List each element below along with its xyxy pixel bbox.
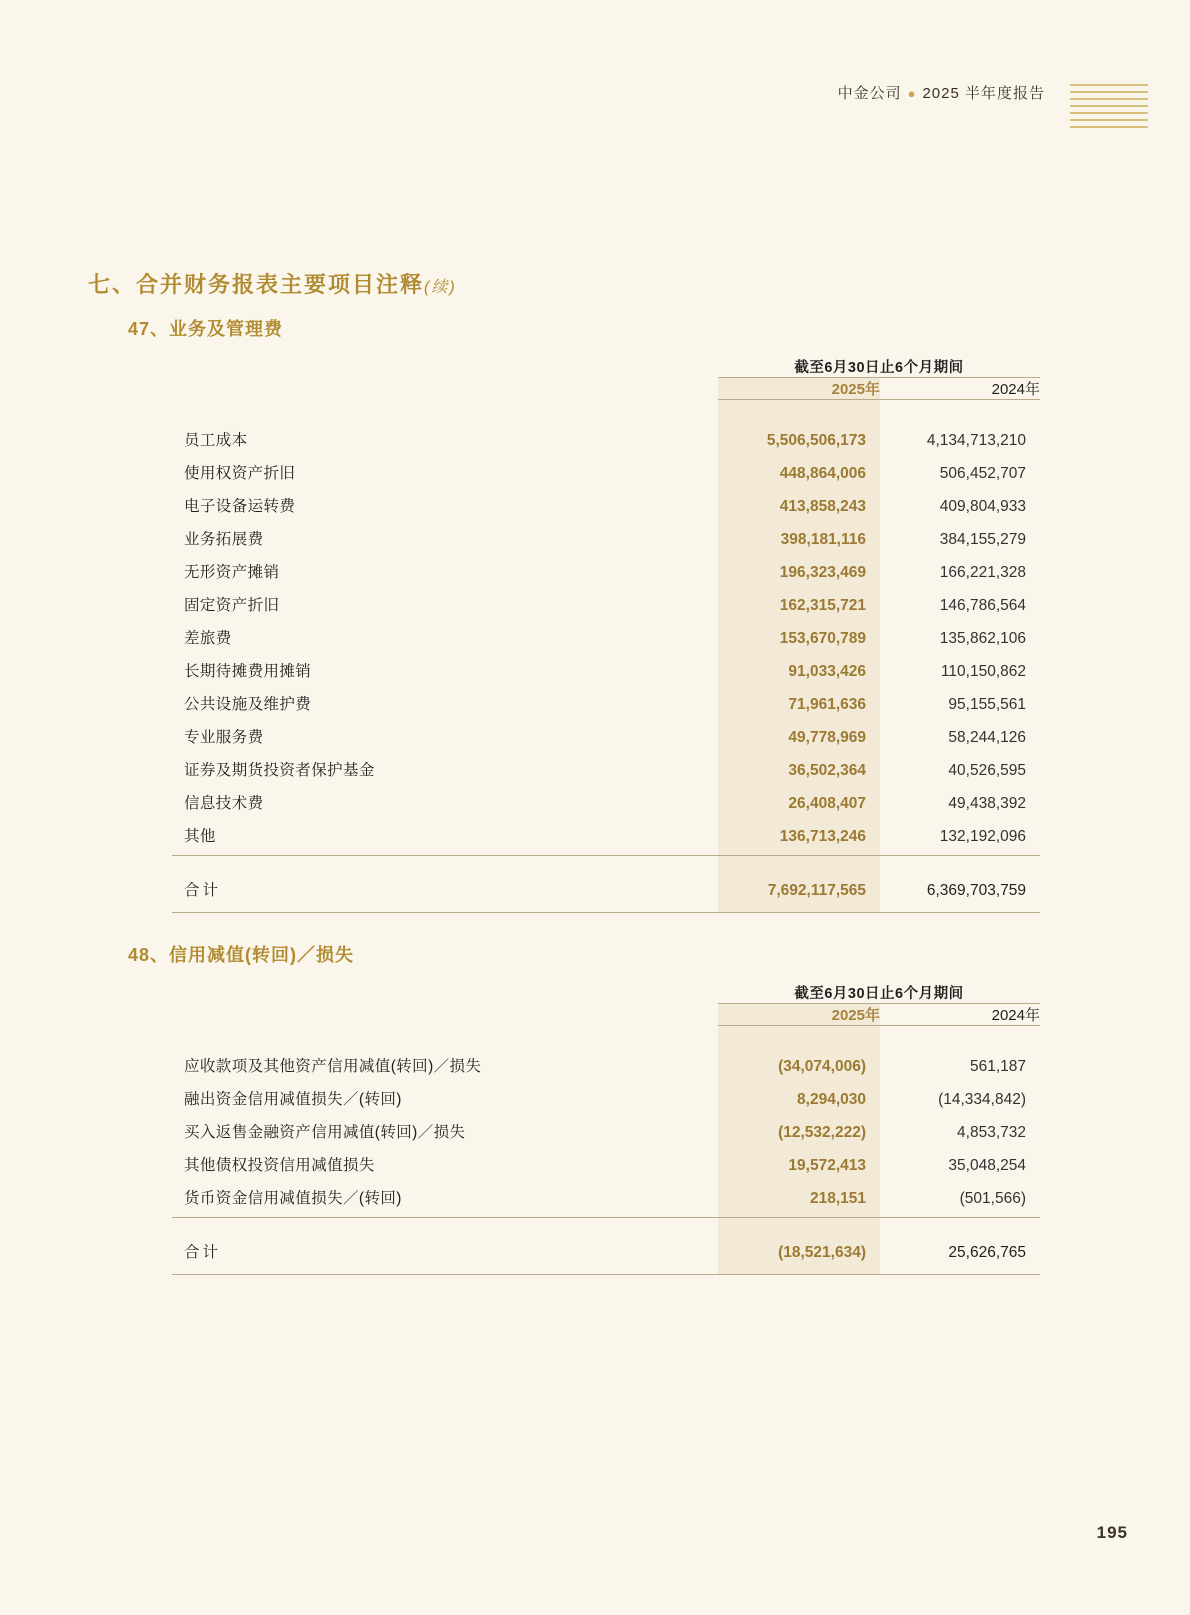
header-separator: ● bbox=[907, 86, 917, 101]
row-label: 其他 bbox=[184, 827, 216, 845]
column-header-2025: 2025年 bbox=[718, 1004, 880, 1026]
row-value-2025: 448,864,006 bbox=[718, 455, 880, 488]
row-value-2025: 49,778,969 bbox=[718, 719, 880, 752]
table-year-header-row bbox=[172, 1004, 1040, 1026]
row-value-2024: 35,048,254 bbox=[948, 1156, 1026, 1174]
table-row bbox=[172, 1180, 1040, 1217]
row-value-2025: 36,502,364 bbox=[718, 752, 880, 785]
header-company: 中金公司 bbox=[837, 85, 902, 102]
row-value-2025: 413,858,243 bbox=[718, 488, 880, 521]
table-period-header-row bbox=[172, 356, 1040, 378]
row-value-2024: 384,155,279 bbox=[939, 530, 1026, 548]
table-row bbox=[172, 785, 1040, 818]
note-47-table bbox=[172, 356, 1040, 913]
section-title-text: 七、合并财务报表主要项目注释 bbox=[88, 272, 425, 297]
column-header-2024: 2024年 bbox=[880, 1004, 1040, 1026]
row-value-2025: 91,033,426 bbox=[718, 653, 880, 686]
row-value-2024: 95,155,561 bbox=[948, 695, 1026, 713]
note-48-table-wrap bbox=[172, 982, 1040, 1275]
row-label: 电子设备运转费 bbox=[184, 497, 296, 515]
table-row bbox=[172, 653, 1040, 686]
row-label: 专业服务费 bbox=[184, 728, 264, 746]
table-row bbox=[172, 521, 1040, 554]
row-value-2025: (12,532,222) bbox=[718, 1114, 880, 1147]
table-period-header-row bbox=[172, 982, 1040, 1004]
table-row bbox=[172, 587, 1040, 620]
total-value-2024: 25,626,765 bbox=[948, 1243, 1026, 1261]
row-value-2025: 196,323,469 bbox=[718, 554, 880, 587]
row-value-2025: 398,181,116 bbox=[718, 521, 880, 554]
period-header-48: 截至6月30日止6个月期间 bbox=[718, 982, 1040, 1004]
row-value-2024: (501,566) bbox=[959, 1189, 1026, 1207]
row-label: 其他债权投资信用减值损失 bbox=[184, 1156, 375, 1174]
row-value-2024: 4,853,732 bbox=[957, 1123, 1026, 1141]
note-47-table-wrap bbox=[172, 356, 1040, 913]
row-label: 长期待摊费用摊销 bbox=[184, 662, 312, 680]
note-47-title: 47、业务及管理费 bbox=[128, 319, 284, 339]
row-label: 业务拓展费 bbox=[184, 530, 264, 548]
row-value-2025: 218,151 bbox=[718, 1180, 880, 1217]
row-value-2025: 136,713,246 bbox=[718, 818, 880, 855]
table-row bbox=[172, 554, 1040, 587]
total-label: 合计 bbox=[184, 881, 222, 899]
row-value-2024: 135,862,106 bbox=[939, 629, 1026, 647]
row-value-2024: (14,334,842) bbox=[938, 1090, 1026, 1108]
table-row bbox=[172, 752, 1040, 785]
total-value-2024: 6,369,703,759 bbox=[926, 881, 1026, 899]
row-value-2024: 40,526,595 bbox=[948, 761, 1026, 779]
divider bbox=[172, 912, 1040, 913]
table-row bbox=[172, 686, 1040, 719]
column-header-2025: 2025年 bbox=[718, 378, 880, 400]
row-label: 员工成本 bbox=[184, 431, 248, 449]
row-value-2024: 409,804,933 bbox=[939, 497, 1026, 515]
row-value-2024: 146,786,564 bbox=[939, 596, 1026, 614]
row-label: 应收款项及其他资产信用减值(转回)／损失 bbox=[184, 1057, 482, 1075]
row-label: 差旅费 bbox=[184, 629, 232, 647]
table-row bbox=[172, 1048, 1040, 1081]
row-value-2024: 506,452,707 bbox=[939, 464, 1026, 482]
row-label: 买入返售金融资产信用减值(转回)／损失 bbox=[184, 1123, 466, 1141]
row-label: 信息技术费 bbox=[184, 794, 264, 812]
row-value-2024: 4,134,713,210 bbox=[926, 431, 1026, 449]
table-row bbox=[172, 1147, 1040, 1180]
row-label: 固定资产折旧 bbox=[184, 596, 280, 614]
row-value-2024: 110,150,862 bbox=[940, 662, 1026, 680]
note-48-table bbox=[172, 982, 1040, 1275]
row-label: 无形资产摊销 bbox=[184, 563, 280, 581]
table-row bbox=[172, 1114, 1040, 1147]
table-total-row bbox=[172, 1218, 1040, 1275]
row-value-2025: 162,315,721 bbox=[718, 587, 880, 620]
total-value-2025: 7,692,117,565 bbox=[718, 856, 880, 913]
row-label: 融出资金信用减值损失／(转回) bbox=[184, 1090, 402, 1108]
table-row bbox=[172, 719, 1040, 752]
table-row bbox=[172, 1081, 1040, 1114]
table-year-header-row bbox=[172, 378, 1040, 400]
row-value-2024: 49,438,392 bbox=[948, 794, 1026, 812]
header-report: 2025 半年度报告 bbox=[922, 85, 1045, 102]
period-header-47: 截至6月30日止6个月期间 bbox=[718, 356, 1040, 378]
row-value-2025: (34,074,006) bbox=[718, 1048, 880, 1081]
page-number: 195 bbox=[1096, 1523, 1128, 1542]
section-title bbox=[88, 268, 457, 299]
total-label: 合计 bbox=[184, 1243, 222, 1261]
row-label: 公共设施及维护费 bbox=[184, 695, 312, 713]
table-total-row bbox=[172, 856, 1040, 913]
corner-decoration bbox=[1070, 84, 1148, 136]
total-value-2025: (18,521,634) bbox=[718, 1218, 880, 1275]
table-row bbox=[172, 488, 1040, 521]
row-value-2025: 8,294,030 bbox=[718, 1081, 880, 1114]
section-continued: (续) bbox=[424, 279, 457, 296]
table-row bbox=[172, 818, 1040, 855]
spacer bbox=[172, 400, 1040, 423]
row-value-2024: 166,221,328 bbox=[939, 563, 1026, 581]
table-row bbox=[172, 455, 1040, 488]
note-48-title: 48、信用减值(转回)／损失 bbox=[128, 945, 355, 965]
row-value-2025: 19,572,413 bbox=[718, 1147, 880, 1180]
divider bbox=[172, 1274, 1040, 1275]
running-header bbox=[838, 82, 1045, 103]
row-value-2025: 153,670,789 bbox=[718, 620, 880, 653]
row-value-2024: 561,187 bbox=[969, 1057, 1026, 1075]
row-value-2025: 71,961,636 bbox=[718, 686, 880, 719]
row-label: 证券及期货投资者保护基金 bbox=[184, 761, 375, 779]
column-header-2024: 2024年 bbox=[880, 378, 1040, 400]
spacer bbox=[172, 1026, 1040, 1049]
row-label: 货币资金信用减值损失／(转回) bbox=[184, 1189, 402, 1207]
row-label: 使用权资产折旧 bbox=[184, 464, 296, 482]
table-row bbox=[172, 620, 1040, 653]
row-value-2025: 26,408,407 bbox=[718, 785, 880, 818]
row-value-2024: 132,192,096 bbox=[939, 827, 1026, 845]
table-row bbox=[172, 422, 1040, 455]
row-value-2025: 5,506,506,173 bbox=[718, 422, 880, 455]
row-value-2024: 58,244,126 bbox=[948, 728, 1026, 746]
